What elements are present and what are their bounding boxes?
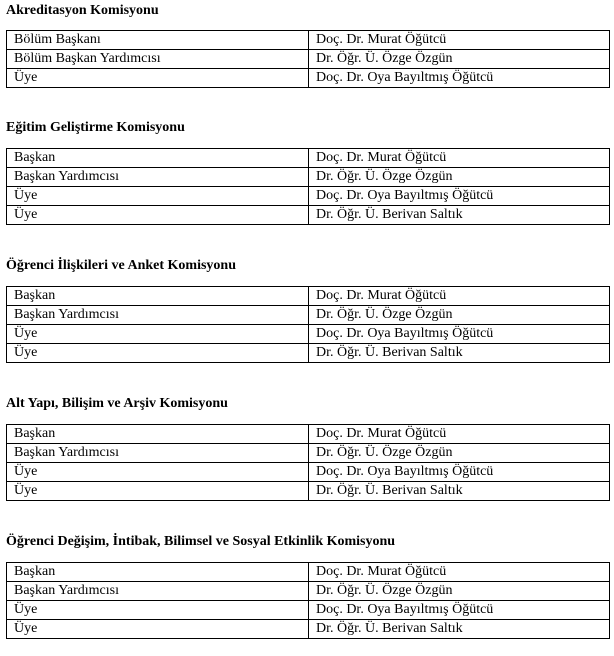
section-title: Eğitim Geliştirme Komisyonu bbox=[6, 120, 185, 135]
role-cell: Başkan Yardımcısı bbox=[7, 168, 309, 187]
person-cell: Dr. Öğr. Ü. Özge Özgün bbox=[309, 168, 610, 187]
role-cell: Üye bbox=[7, 69, 309, 88]
table-row bbox=[7, 563, 610, 582]
section-title: Öğrenci Değişim, İntibak, Bilimsel ve Sosyal Etkinlik Komisyonu bbox=[6, 534, 396, 549]
section-alt-yapi bbox=[6, 396, 609, 498]
table-row bbox=[7, 601, 610, 620]
table-row bbox=[7, 50, 610, 69]
person-cell: Doç. Dr. Oya Bayıltmış Öğütcü bbox=[309, 601, 610, 620]
person-cell: Doç. Dr. Oya Bayıltmış Öğütcü bbox=[309, 463, 610, 482]
person-cell: Dr. Öğr. Ü. Özge Özgün bbox=[309, 582, 610, 601]
role-cell: Bölüm Başkan Yardımcısı bbox=[7, 50, 309, 69]
role-cell: Bölüm Başkanı bbox=[7, 31, 309, 50]
role-cell: Üye bbox=[7, 463, 309, 482]
role-cell: Başkan bbox=[7, 149, 309, 168]
table-row bbox=[7, 306, 610, 325]
person-cell: Dr. Öğr. Ü. Berivan Saltık bbox=[309, 620, 610, 639]
table-row bbox=[7, 325, 610, 344]
committee-table bbox=[6, 148, 610, 225]
committee-table bbox=[6, 562, 610, 639]
person-cell: Dr. Öğr. Ü. Berivan Saltık bbox=[309, 206, 610, 225]
committee-table bbox=[6, 286, 610, 363]
table-row bbox=[7, 206, 610, 225]
role-cell: Üye bbox=[7, 482, 309, 501]
person-cell: Dr. Öğr. Ü. Berivan Saltık bbox=[309, 482, 610, 501]
role-cell: Üye bbox=[7, 601, 309, 620]
table-row bbox=[7, 425, 610, 444]
table-row bbox=[7, 482, 610, 501]
person-cell: Doç. Dr. Murat Öğütcü bbox=[309, 31, 610, 50]
role-cell: Üye bbox=[7, 187, 309, 206]
person-cell: Dr. Öğr. Ü. Özge Özgün bbox=[309, 444, 610, 463]
person-cell: Doç. Dr. Murat Öğütcü bbox=[309, 287, 610, 306]
role-cell: Üye bbox=[7, 325, 309, 344]
person-cell: Dr. Öğr. Ü. Özge Özgün bbox=[309, 50, 610, 69]
table-row bbox=[7, 168, 610, 187]
person-cell: Dr. Öğr. Ü. Özge Özgün bbox=[309, 306, 610, 325]
section-ogrenci-degisim bbox=[6, 534, 609, 636]
table-row bbox=[7, 149, 610, 168]
role-cell: Başkan Yardımcısı bbox=[7, 582, 309, 601]
table-row bbox=[7, 69, 610, 88]
table-row bbox=[7, 287, 610, 306]
table-row bbox=[7, 444, 610, 463]
section-ogrenci-iliskileri bbox=[6, 258, 609, 360]
committee-table bbox=[6, 30, 610, 88]
role-cell: Başkan bbox=[7, 425, 309, 444]
role-cell: Başkan Yardımcısı bbox=[7, 444, 309, 463]
role-cell: Üye bbox=[7, 620, 309, 639]
table-row bbox=[7, 31, 610, 50]
table-row bbox=[7, 620, 610, 639]
section-egitim-gelistirme bbox=[6, 120, 609, 222]
table-row bbox=[7, 187, 610, 206]
table-row bbox=[7, 344, 610, 363]
role-cell: Başkan bbox=[7, 563, 309, 582]
person-cell: Doç. Dr. Murat Öğütcü bbox=[309, 563, 610, 582]
person-cell: Doç. Dr. Oya Bayıltmış Öğütcü bbox=[309, 325, 610, 344]
person-cell: Doç. Dr. Murat Öğütcü bbox=[309, 425, 610, 444]
committee-table bbox=[6, 424, 610, 501]
section-akreditasyon bbox=[6, 3, 609, 85]
person-cell: Doç. Dr. Oya Bayıltmış Öğütcü bbox=[309, 69, 610, 88]
table-row bbox=[7, 582, 610, 601]
table-row bbox=[7, 463, 610, 482]
person-cell: Dr. Öğr. Ü. Berivan Saltık bbox=[309, 344, 610, 363]
person-cell: Doç. Dr. Oya Bayıltmış Öğütcü bbox=[309, 187, 610, 206]
section-title: Alt Yapı, Bilişim ve Arşiv Komisyonu bbox=[6, 396, 228, 411]
role-cell: Başkan Yardımcısı bbox=[7, 306, 309, 325]
role-cell: Başkan bbox=[7, 287, 309, 306]
section-title: Akreditasyon Komisyonu bbox=[6, 3, 159, 18]
section-title: Öğrenci İlişkileri ve Anket Komisyonu bbox=[6, 258, 236, 273]
role-cell: Üye bbox=[7, 344, 309, 363]
person-cell: Doç. Dr. Murat Öğütcü bbox=[309, 149, 610, 168]
role-cell: Üye bbox=[7, 206, 309, 225]
